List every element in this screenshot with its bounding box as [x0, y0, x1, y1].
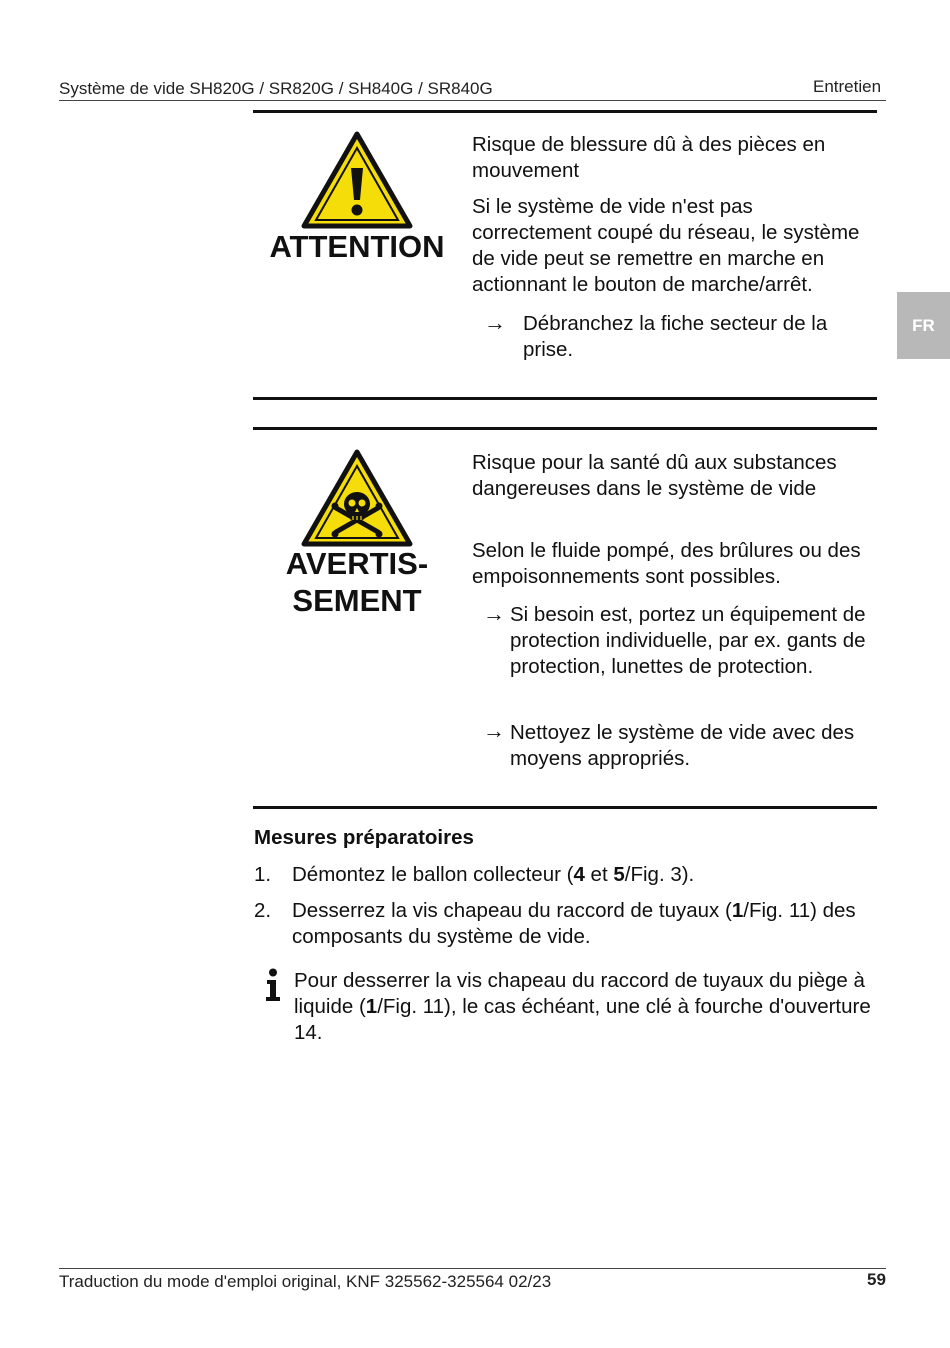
exclamation-warning-icon	[300, 130, 414, 230]
info-icon	[264, 968, 282, 1002]
warning1-top-rule	[253, 110, 877, 113]
warning2-signal-word-line1: AVERTIS-	[285, 546, 429, 581]
running-header-title: Système de vide SH820G / SR820G / SH840G / SR840G	[59, 79, 493, 98]
warning1-bottom-rule	[253, 397, 877, 400]
warning2-top-rule	[253, 427, 877, 430]
warning1-title: Risque de blessure dû à des pièces en mouvement	[472, 133, 826, 182]
footer-rule	[59, 1268, 886, 1269]
step-number: 1.	[254, 863, 272, 886]
warning1-signal-word: ATTENTION	[269, 229, 445, 264]
info-note: Pour desserrer la vis chapeau du raccord de tuyaux du piège à liquide (1/Fig. 11), le cas échéant, une clé à fourche d'ouverture 14.	[294, 969, 871, 1044]
arrow-right-icon: →	[484, 310, 506, 335]
header-rule	[59, 100, 886, 101]
footer-text: Traduction du mode d'emploi original, KNF 325562-325564 02/23	[59, 1272, 552, 1291]
section-heading: Mesures préparatoires	[254, 826, 474, 849]
running-header-section: Entretien	[813, 77, 882, 96]
warning1-action: Débranchez la fiche secteur de la prise.	[523, 312, 828, 361]
toxic-skull-warning-icon	[300, 448, 414, 548]
step-number: 2.	[254, 899, 272, 922]
page-number: 59	[867, 1270, 886, 1289]
warning2-body: Selon le fluide pompé, des brûlures ou des empoisonnements sont possibles.	[472, 539, 861, 588]
warning2-bottom-rule	[253, 806, 877, 809]
warning2-signal-word-line2: SEMENT	[292, 583, 422, 618]
language-tab: FR	[897, 292, 950, 359]
arrow-right-icon: →	[483, 601, 505, 626]
warning2-action-1: Si besoin est, portez un équipement de protection individuelle, par ex. gants de protection, lunettes de protection.	[510, 603, 866, 678]
warning2-action-2: Nettoyez le système de vide avec des moyens appropriés.	[510, 721, 855, 770]
step-1-text: Démontez le ballon collecteur (4 et 5/Fig. 3).	[292, 863, 695, 886]
warning2-title: Risque pour la santé dû aux substances dangereuses dans le système de vide	[472, 451, 837, 500]
step-2-text: Desserrez la vis chapeau du raccord de tuyaux (1/Fig. 11) des composants du système de vide.	[292, 899, 856, 948]
warning1-body: Si le système de vide n'est pas correctement coupé du réseau, le système de vide peut se remettre en marche en actionnant le bouton de marche/arrêt.	[472, 195, 860, 296]
arrow-right-icon: →	[483, 718, 505, 743]
